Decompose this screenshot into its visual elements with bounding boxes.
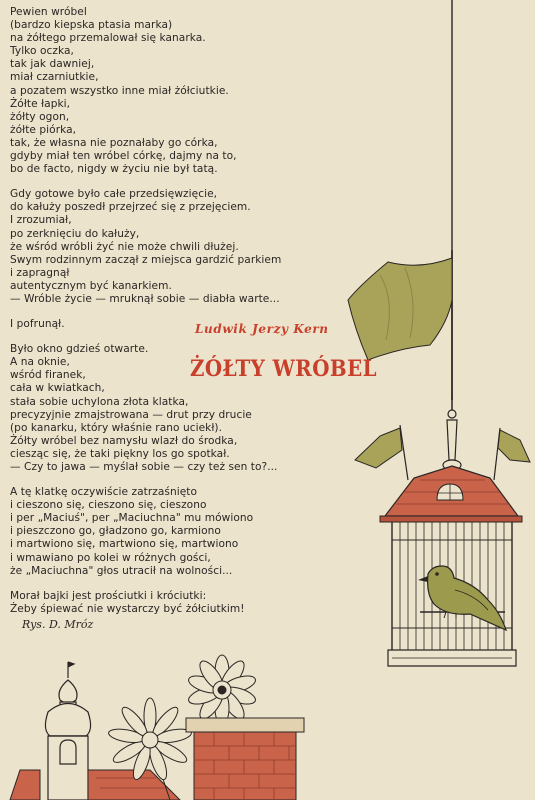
poem-line: żółty ogon, [10, 110, 70, 123]
poem-line: A tę klatkę oczywiście zatrzaśnięto [10, 486, 198, 499]
poem-line: cała w kwiatkach, [10, 382, 105, 395]
stanza-gap [10, 578, 350, 590]
poem-line: (bardzo kiepska ptasia marka) [10, 19, 173, 32]
poem-line: Żółte łapki, [10, 97, 71, 110]
yellow-sparrow-icon [418, 566, 506, 630]
poem-line: miał czarniutkie, [10, 71, 99, 84]
poem-line: Swym rodzinnym zaczął z miejsca gardzić parkiem [10, 253, 282, 266]
poem-line: autentycznym być kanarkiem. [10, 279, 172, 292]
poem-line: i per „Maciuś", per „Maciuchna" mu mówiono [10, 512, 254, 525]
small-flag-left-icon [355, 425, 408, 480]
poem-line: — Wróble życie — mruknął sobie — diabła warte... [10, 292, 280, 305]
poem-line: A na oknie, [10, 356, 70, 369]
stanza-gap [10, 306, 350, 318]
poem-line: Tylko oczka, [10, 45, 74, 58]
cage-roof [380, 466, 522, 522]
poem-line: że „Maciuchna" głos utracił na wolności... [10, 564, 233, 577]
church-tower [45, 662, 90, 800]
poem-line: i wmawiano po kolei w różnych gości, [10, 551, 211, 564]
poem-title: ŻÓŁTY WRÓBEL [190, 356, 378, 382]
poem-line: i pieszczono go, gładzono go, karmiono [10, 525, 221, 538]
poem-line: żółte piórka, [10, 123, 77, 136]
poem-line: na żółtego przemalował się kanarka. [10, 32, 206, 45]
cage-spire [443, 395, 461, 470]
poem-line: tak jak dawniej, [10, 58, 95, 71]
illustrator-credit: Rys. D. Mróz [22, 618, 94, 631]
poem-line: a pozatem wszystko inne miał żółciutkie. [10, 84, 229, 97]
poem-line: Żeby śpiewać nie wystarczy być żółciutkim! [10, 602, 245, 615]
poem-line: tak, że własna nie poznałaby go córka, [10, 136, 218, 149]
author-name: Ludwik Jerzy Kern [195, 322, 329, 336]
poem-line: Pewien wróbel [10, 6, 87, 18]
poem-line: bo de facto, nigdy w życiu nie był tatą. [10, 163, 218, 176]
small-flag-right-icon [494, 428, 530, 480]
poem-line: Morał bajki jest prościutki i króciutki: [10, 589, 207, 602]
poem-line: — Czy to jawa — myślał sobie — czy też sen to?... [10, 461, 278, 473]
poem-line: Gdy gotowe było całe przedsięwzięcie, [10, 188, 218, 201]
stanza-gap [10, 176, 350, 188]
poem-line: po zerknięciu do kałuży, [10, 227, 140, 240]
poem-line: i zapragnął [10, 266, 70, 279]
poem-line: ciesząc się, że taki piękny los go spotkał. [10, 447, 230, 460]
poem-line: I pofrunął. [10, 318, 65, 331]
poem-line: wśród firanek, [10, 369, 86, 382]
poem-line: precyzyjnie zmajstrowana — drut przy drucie [10, 408, 252, 421]
poem-line: I zrozumiał, [10, 214, 72, 227]
poem-line: do kałuży poszedł przejrzeć się z przejęciem. [10, 201, 251, 214]
brick-chimney [186, 718, 304, 800]
poem-line: stała sobie uchylona złota klatka, [10, 395, 189, 408]
poem-line: że wśród wróbli żyć nie może chwili dłużej. [10, 240, 239, 253]
red-rooftops [10, 770, 180, 800]
poem-line: Żółty wróbel bez namysłu wlazł do środka, [10, 434, 238, 447]
poem-line: i cieszono się, cieszono się, cieszono [10, 499, 207, 512]
poem-line: gdyby miał ten wróbel córkę, dajmy na to, [10, 150, 237, 163]
poem-line: Było okno gdzieś otwarte. [10, 343, 149, 356]
stanza-gap [10, 474, 350, 486]
poem-line: i martwiono się, martwiono się, martwiono [10, 538, 239, 551]
poem-text [10, 6, 350, 616]
poem-line: (po kanarku, który właśnie rano uciekł). [10, 421, 223, 434]
